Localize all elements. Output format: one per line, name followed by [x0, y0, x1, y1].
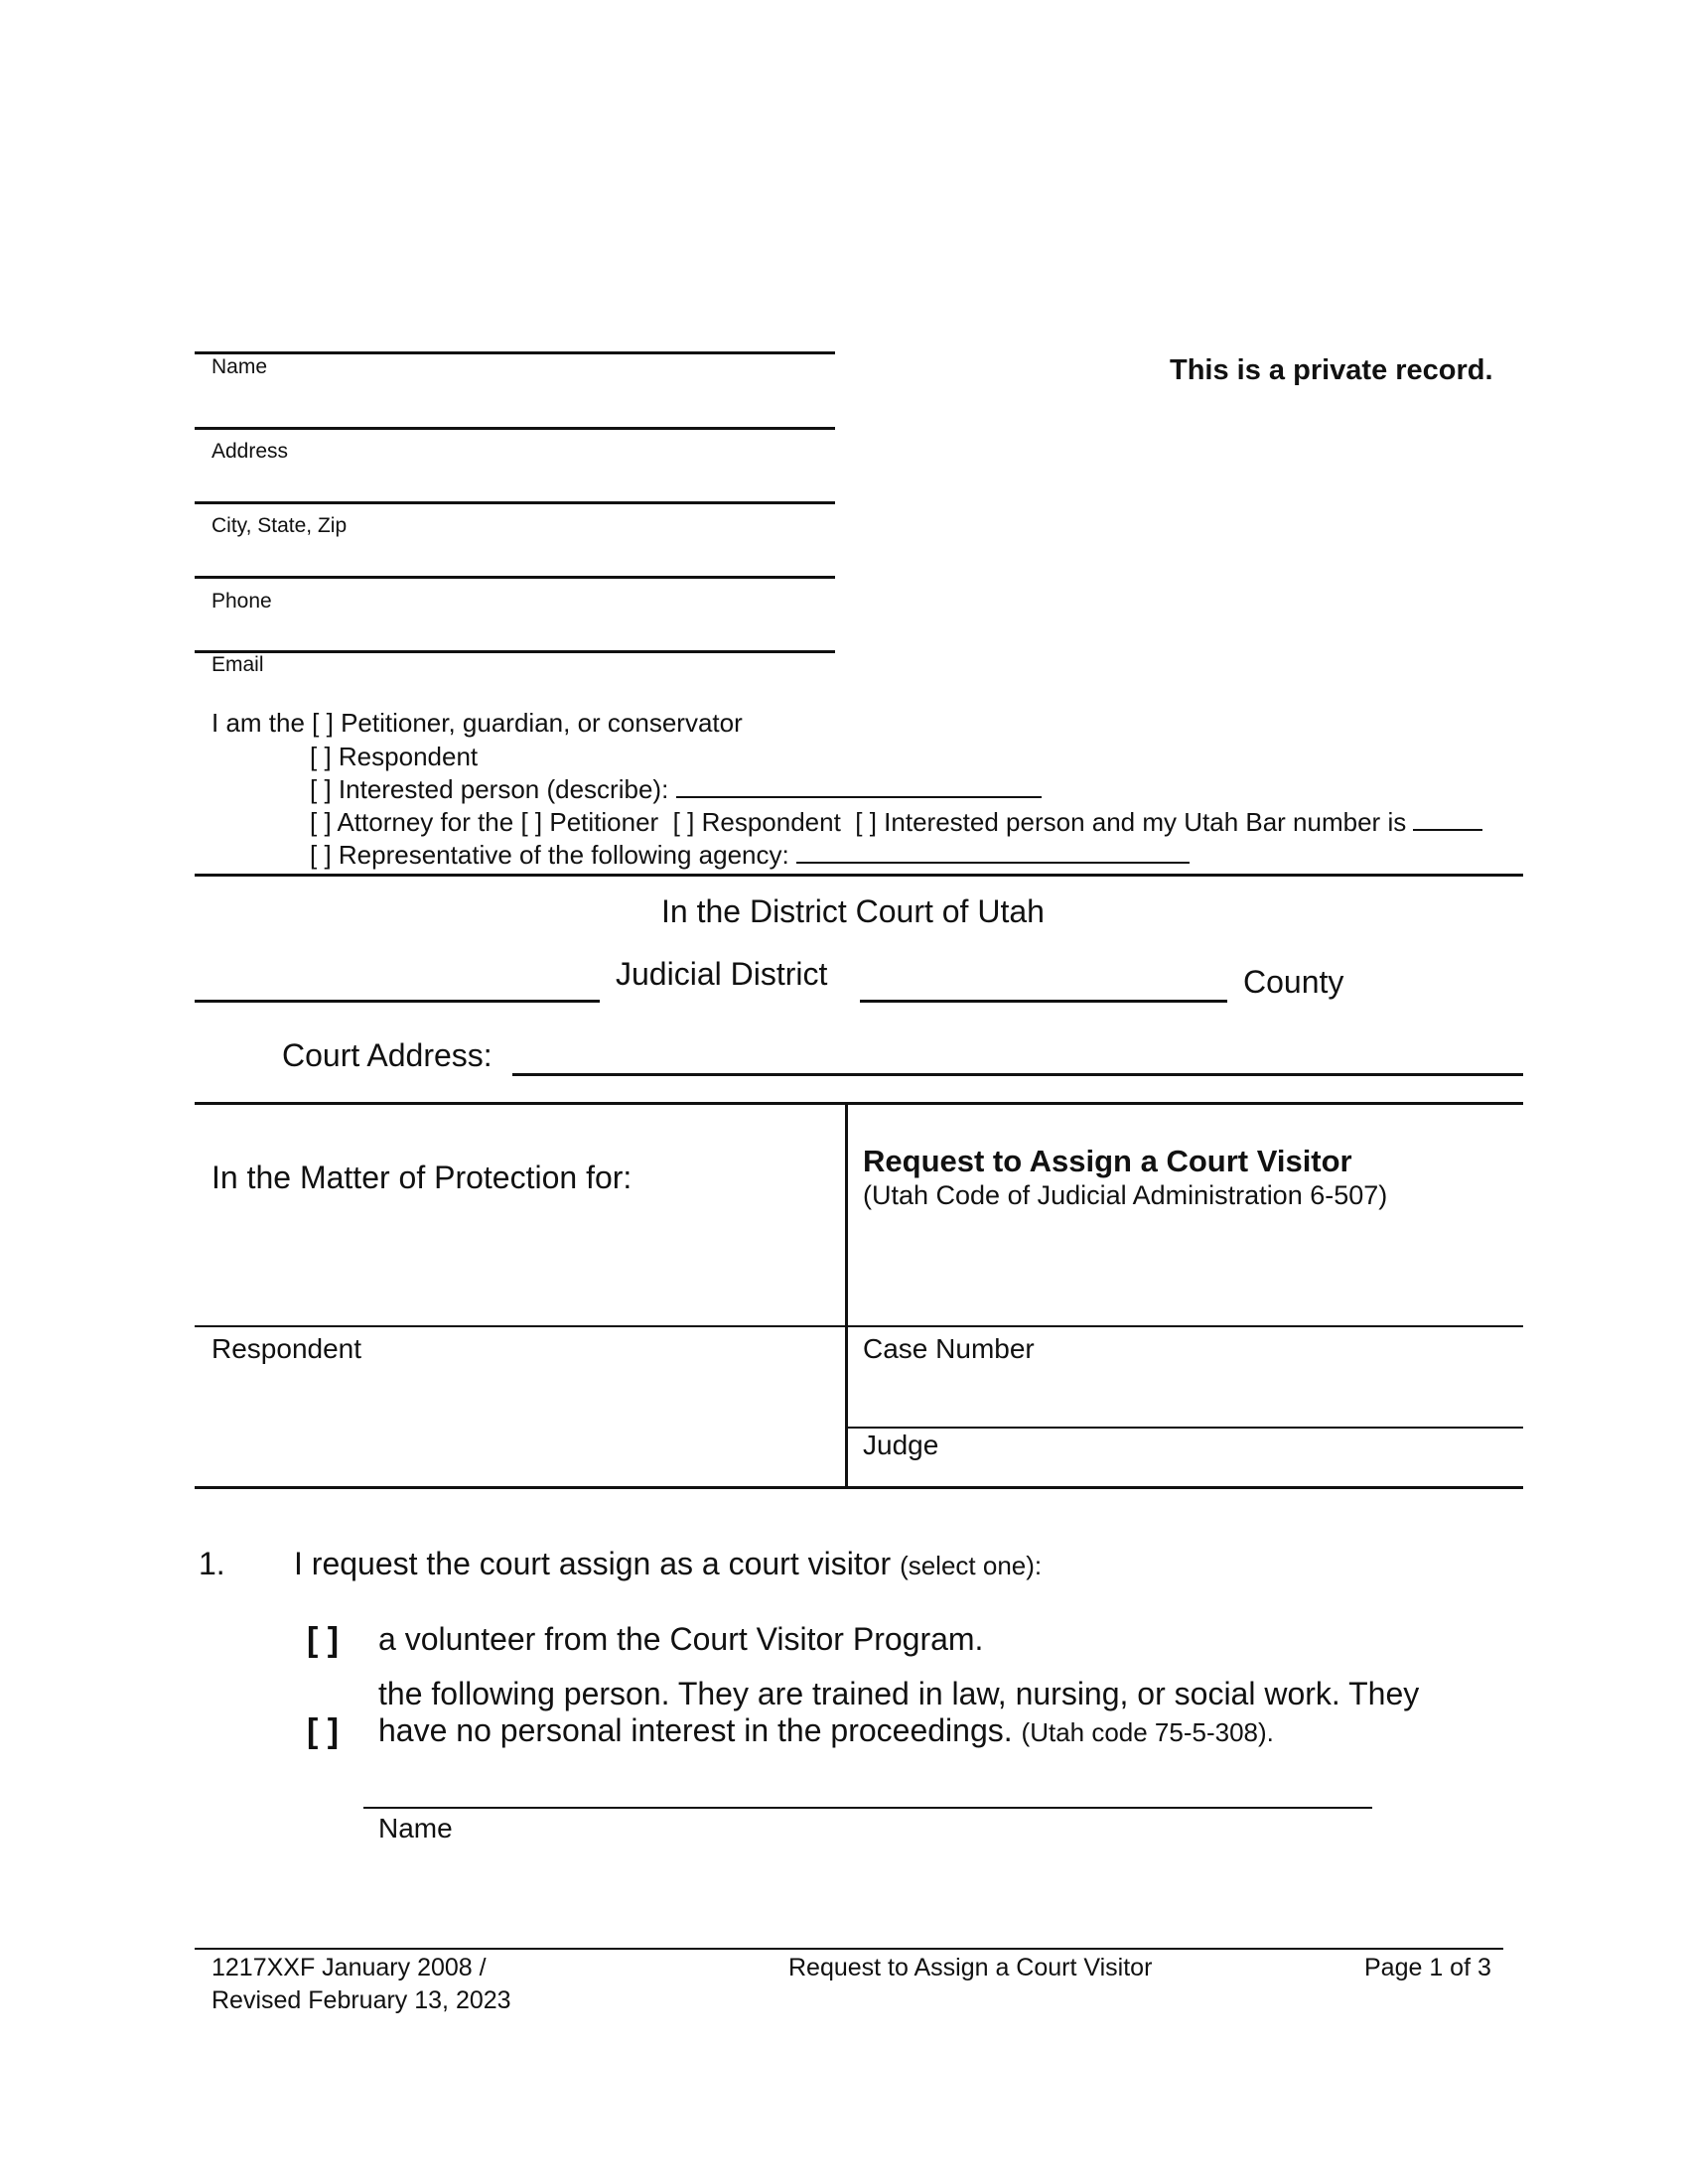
court-address-label: Court Address:	[282, 1037, 492, 1073]
role-line-petitioner	[211, 708, 743, 739]
option2-text-line2: have no personal interest in the proceedings.	[378, 1712, 1013, 1748]
option2-note: (Utah code 75-5-308).	[1021, 1717, 1274, 1747]
visitor-name-label: Name	[378, 1813, 453, 1843]
attorney-respondent-label: Respondent	[701, 807, 841, 837]
item-note: (select one):	[900, 1551, 1043, 1580]
judge-label: Judge	[863, 1430, 939, 1460]
email-label: Email	[211, 653, 264, 676]
email-line[interactable]	[195, 650, 835, 653]
role-checkbox-attorney[interactable]: [ ]	[310, 807, 332, 837]
attorney-petitioner-label: Petitioner	[549, 807, 659, 837]
footer-revised: Revised February 13, 2023	[211, 1986, 511, 2014]
caption-middle-border	[195, 1325, 1523, 1327]
footer-page: Page 1 of 3	[1364, 1954, 1491, 1981]
judicial-district-label: Judicial District	[616, 956, 828, 992]
city-state-zip-label: City, State, Zip	[211, 514, 348, 537]
option2-text-line2-wrap	[378, 1712, 1274, 1749]
role-checkbox-interested[interactable]: [ ]	[310, 774, 332, 804]
section-divider	[195, 874, 1523, 877]
role-line-respondent	[310, 742, 478, 772]
item-text: I request the court assign as a court visitor	[294, 1546, 892, 1581]
phone-line[interactable]	[195, 576, 835, 579]
role-line-attorney	[310, 807, 1482, 838]
role-lead: I am the	[211, 708, 305, 738]
phone-label: Phone	[211, 590, 272, 613]
role-checkbox-respondent[interactable]: [ ]	[310, 742, 332, 771]
attorney-checkbox-interested[interactable]: [ ]	[855, 807, 877, 837]
county-label: County	[1243, 964, 1344, 1000]
city-state-zip-line[interactable]	[195, 501, 835, 504]
option2-checkbox[interactable]: [ ]	[307, 1712, 340, 1750]
footer-form-code: 1217XXF January 2008 /	[211, 1954, 487, 1981]
interested-describe-blank[interactable]	[676, 774, 1042, 798]
document-rule: (Utah Code of Judicial Administration 6-507)	[863, 1180, 1388, 1210]
role-respondent-label: Respondent	[338, 742, 479, 771]
county-blank[interactable]	[860, 1000, 1227, 1003]
role-attorney-label: Attorney for the	[337, 807, 514, 837]
item-text-line	[294, 1546, 1042, 1582]
judicial-district-blank[interactable]	[195, 1000, 600, 1003]
case-number-line[interactable]	[845, 1427, 1523, 1429]
item-number: 1.	[199, 1546, 225, 1581]
name-line[interactable]	[195, 351, 835, 354]
attorney-checkbox-respondent[interactable]: [ ]	[672, 807, 695, 837]
address-label: Address	[211, 440, 289, 463]
caption-top-border	[195, 1102, 1523, 1105]
court-title: In the District Court of Utah	[661, 893, 1045, 929]
name-label: Name	[211, 355, 268, 378]
role-agency-label: Representative of the following agency:	[338, 840, 789, 870]
role-interested-label: Interested person (describe):	[338, 774, 669, 804]
visitor-name-line[interactable]	[363, 1807, 1372, 1809]
court-address-blank[interactable]	[512, 1073, 1523, 1076]
role-checkbox-agency[interactable]: [ ]	[310, 840, 332, 870]
role-line-interested	[310, 774, 1042, 805]
role-petitioner-label: Petitioner, guardian, or conservator	[341, 708, 743, 738]
matter-label: In the Matter of Protection for:	[211, 1160, 633, 1195]
attorney-interested-label: Interested person and my Utah Bar number is	[884, 807, 1407, 837]
case-number-label: Case Number	[863, 1333, 1035, 1364]
address-line[interactable]	[195, 427, 835, 430]
role-line-agency	[310, 840, 1190, 871]
footer-divider	[195, 1948, 1503, 1950]
caption-bottom-border	[195, 1486, 1523, 1489]
option1-text: a volunteer from the Court Visitor Program.	[378, 1621, 984, 1657]
agency-blank[interactable]	[796, 840, 1190, 864]
option2-text-line1: the following person. They are trained in law, nursing, or social work. They	[378, 1676, 1420, 1711]
option1-checkbox[interactable]: [ ]	[307, 1621, 340, 1659]
attorney-checkbox-petitioner[interactable]: [ ]	[520, 807, 543, 837]
bar-number-blank[interactable]	[1413, 807, 1482, 831]
role-checkbox-petitioner[interactable]: [ ]	[312, 708, 334, 738]
document-title: Request to Assign a Court Visitor	[863, 1144, 1352, 1178]
footer-title: Request to Assign a Court Visitor	[788, 1954, 1153, 1981]
caption-center-divider	[845, 1102, 848, 1489]
private-record-notice: This is a private record.	[1170, 354, 1493, 386]
respondent-label: Respondent	[211, 1333, 362, 1364]
